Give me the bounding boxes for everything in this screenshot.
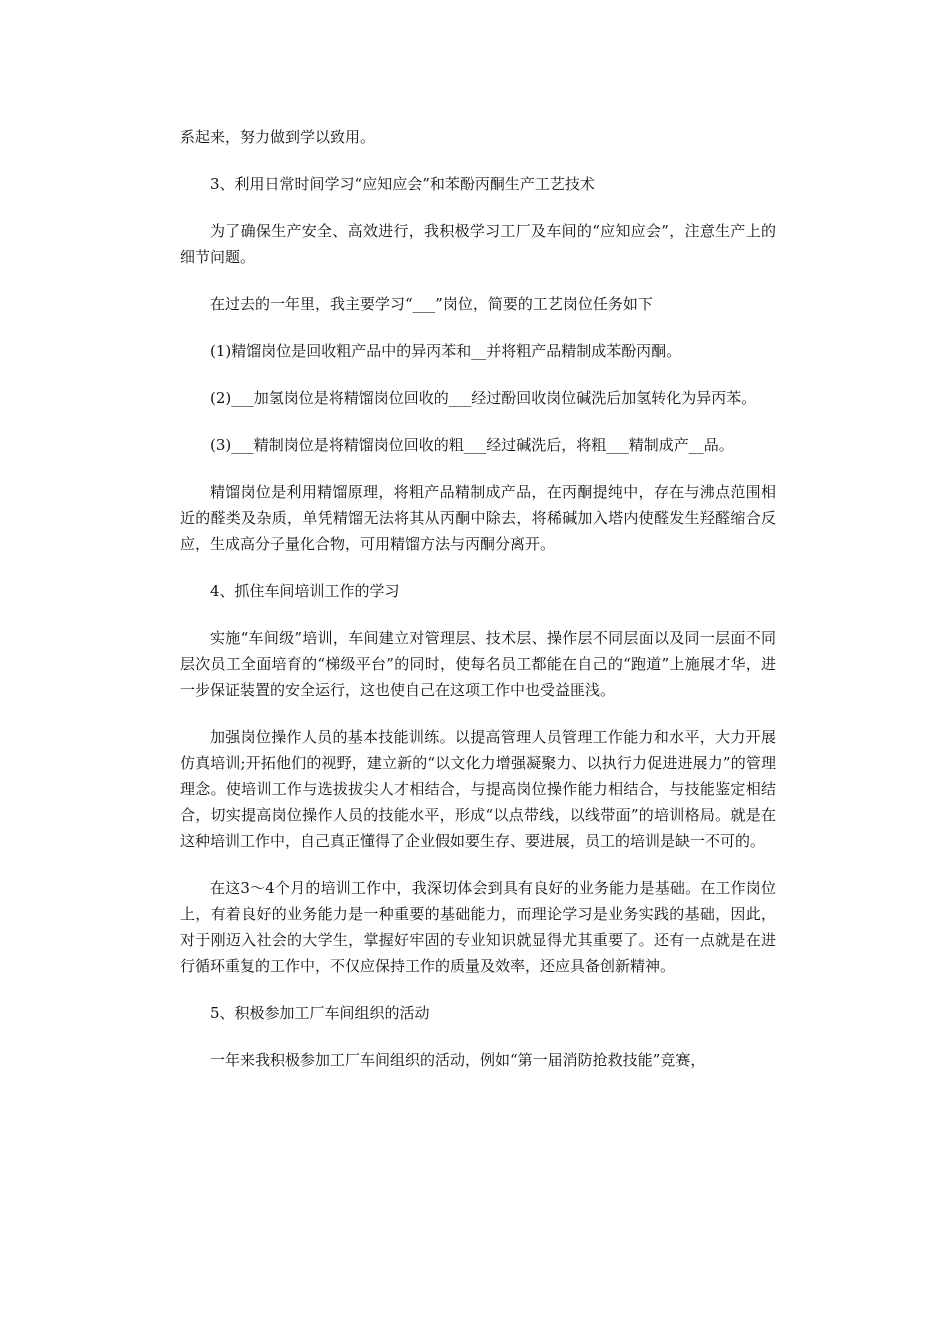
paragraph: 为了确保生产安全、高效进行，我积极学习工厂及车间的“应知应会”，注意生产上的细节问题。 (180, 222, 776, 266)
list-item-3: (3)___精制岗位是将精馏岗位回收的粗___经过碱洗后，将粗___精制成产__品。 (210, 436, 734, 454)
paragraph: 精馏岗位是利用精馏原理，将粗产品精制成产品，在丙酮提纯中，存在与沸点范围相近的醛类及杂质，单凭精馏无法将其从丙酮中除去，将稀碱加入塔内使醛发生羟醛缩合反应，生成高分子量化合物，可用精馏方法与丙酮分离开。 (180, 483, 776, 553)
document-body (180, 124, 776, 1094)
section-heading-4: 4、抓住车间培训工作的学习 (210, 582, 400, 600)
list-item-2: (2)___加氢岗位是将精馏岗位回收的___经过酚回收岗位碱洗后加氢转化为异丙苯。 (210, 389, 757, 407)
paragraph: 在过去的一年里，我主要学习“___”岗位，简要的工艺岗位任务如下 (210, 295, 653, 313)
section-heading-3: 3、利用日常时间学习“应知应会”和苯酚丙酮生产工艺技术 (210, 175, 595, 193)
paragraph: 实施“车间级”培训，车间建立对管理层、技术层、操作层不同层面以及同一层面不同层次员工全面培育的“梯级平台”的同时，使每名员工都能在自己的“跑道”上施展才华，进一步保证装置的安全运行，这也使自己在这项工作中也受益匪浅。 (180, 629, 776, 699)
section-heading-5: 5、积极参加工厂车间组织的活动 (210, 1004, 430, 1022)
paragraph: 在这3～4个月的培训工作中，我深切体会到具有良好的业务能力是基础。在工作岗位上，有着良好的业务能力是一种重要的基础能力，而理论学习是业务实践的基础，因此，对于刚迈入社会的大学生，掌握好牢固的专业知识就显得尤其重要了。还有一点就是在进行循环重复的工作中，不仅应保持工作的质量及效率，还应具备创新精神。 (180, 879, 776, 975)
paragraph-continuation: 系起来，努力做到学以致用。 (180, 128, 376, 146)
paragraph: 加强岗位操作人员的基本技能训练。以提高管理人员管理工作能力和水平，大力开展仿真培训;开拓他们的视野，建立新的“以文化力增强凝聚力、以执行力促进进展力”的管理理念。使培训工作与选拔拔尖人才相结合，与提高岗位操作能力相结合，与技能鉴定相结合，切实提高岗位操作人员的技能水平，形成“以点带线，以线带面”的培训格局。就是在这种培训工作中，自己真正懂得了企业假如要生存、要进展，员工的培训是缺一不可的。 (180, 728, 776, 850)
list-item-1: (1)精馏岗位是回收粗产品中的异丙苯和__并将粗产品精制成苯酚丙酮。 (210, 342, 682, 360)
paragraph: 一年来我积极参加工厂车间组织的活动，例如“第一届消防抢救技能”竞赛， (210, 1051, 706, 1069)
